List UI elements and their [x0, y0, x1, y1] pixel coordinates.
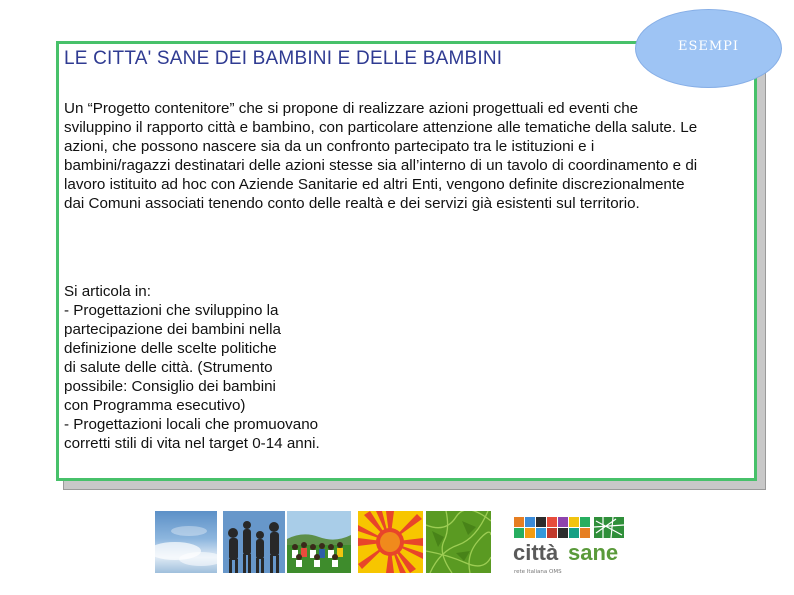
examples-badge-label: ESEMPI	[677, 39, 740, 54]
leaf-texture-photo	[426, 511, 491, 573]
structure-paragraph	[64, 282, 394, 453]
structure-line: partecipazione dei bambini nella	[64, 321, 281, 338]
structure-line: possibile: Consiglio dei bambini	[64, 378, 276, 395]
structure-line: - Progettazioni locali che promuovano	[64, 416, 319, 433]
logo-tagline: rete Italiana OMS	[514, 569, 562, 575]
structure-line: definizione delle scelte politiche	[64, 340, 277, 357]
sun-drawing	[358, 511, 423, 573]
examples-badge	[635, 9, 782, 88]
structure-line: corretti stili di vita nel target 0-14 anni.	[64, 435, 320, 452]
logo-text-sane: sane	[568, 540, 619, 565]
sky-photo	[155, 511, 217, 573]
structure-line: Si articola in:	[64, 283, 151, 300]
structure-line: con Programma esecutivo)	[64, 397, 246, 414]
children-silhouettes-photo	[223, 511, 285, 573]
structure-line: di salute delle città. (Strumento	[64, 359, 273, 376]
children-group-photo	[287, 511, 351, 573]
intro-paragraph: Un “Progetto contenitore” che si propone di realizzare azioni progettuali ed eventi che sviluppino il rapporto città e bambino, con particolare attenzione alle tematiche della salute. Le azioni, che possono nascere sia da un confronto partecipato tra le istituzioni e i bambini/ragazzi destinatari delle azioni stesse sia all’interno di un tavolo di coordinamento e di lavoro istituito ad hoc con Aziende Sanitarie ed altri Enti, vengono definite discrezionalmente dai Comuni associati tenendo conto delle realtà e dei servizi già esistenti sul territorio.	[64, 100, 698, 212]
structure-line: - Progettazioni che sviluppino la	[64, 302, 279, 319]
slide-title: LE CITTA' SANE DEI BAMBINI E DELLE BAMBINI	[64, 48, 503, 69]
citta-sane-logo	[511, 513, 631, 577]
logo-text-citta: città	[513, 540, 559, 565]
